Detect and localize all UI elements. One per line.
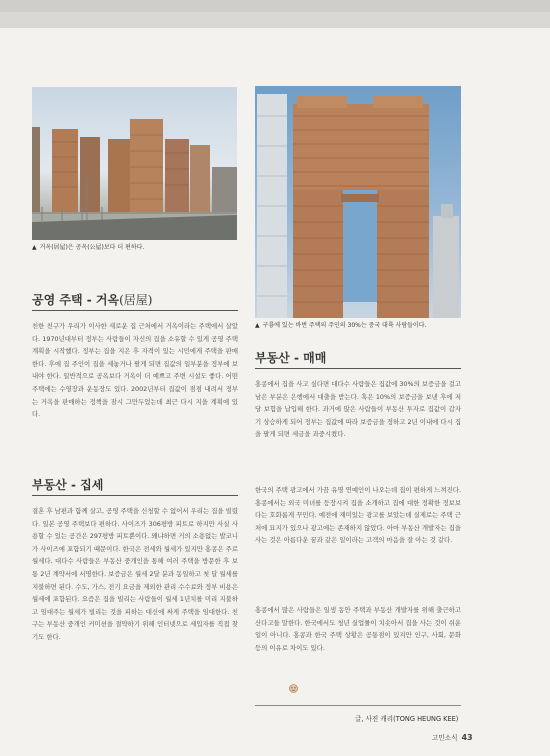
credit-divider (255, 705, 461, 706)
luxury-tower-photo (255, 86, 461, 318)
page-top-edge (0, 0, 550, 12)
housing-estate-photo (32, 87, 237, 240)
author-credit: 글, 사진 캐리(TONG HEUNG KEE) (355, 715, 459, 723)
section-heading-sale: 부동산 - 매매 (255, 351, 327, 365)
section-heading-public-housing: 공영 주택 - 거옥(居屋) (32, 293, 153, 307)
section-divider (32, 310, 238, 311)
smile-icon (289, 684, 298, 693)
housing-estate-illustration (32, 87, 237, 240)
section-divider (255, 368, 461, 369)
rent-paragraph: 결혼 후 남편과 함께 살고, 공영 주택을 신청할 수 없어서 우리는 집을 빌렸다. 일본 공영 주택보다 편하다. 사이즈가 306평방 피트로 하지만 사실 사용할 수 있는 공간은 297평방 피트뿐이다. 왜냐하면 거의 소용없는 발코니가 사이즈에 포함되기 때문이다. 한국은 전세와 월세가 있지만 홍콩은 주로 월세다. 대다수 사람들은 부동산 중개인을 통해 여러 주택을 방문한 후 보통 2년 계약서에 서명한다. 보증금은 월세 2달 분과 동일하고 첫 달 월세를 지불하면 된다. 수도, 가스, 전기 요금을 제외한 관리 수수료와 정부 비용은 월세에 포함된다. 요즘은 집을 빌리는 사람들이 월세 1년치를 미리 지불하고 임대주는 월세가 빌리는 것을 피하는 대신에 싸게 주택을 임대한다. 친구는 부동산 중개인 커미션을 절약하기 위해 인터넷으로 세입자를 직접 찾기도 한다. (32, 507, 238, 641)
right-photo-caption: ▲ 구룡에 있는 바번 주택의 주인의 30%는 중국 대륙 사람들이다. (255, 322, 427, 329)
page-top-band (0, 0, 550, 28)
left-photo-caption: ▲ 거옥(居屋)은 공옥(公屋)보다 더 편하다. (32, 244, 145, 251)
magazine-name: 고민소식 (432, 734, 458, 742)
luxury-tower-illustration (255, 86, 461, 318)
page-footer (432, 732, 473, 742)
page-number: 43 (461, 733, 473, 742)
sale-paragraph-1: 홍콩에서 집을 사고 싶다면 대다수 사람들은 집값에 30%의 보증금을 걸고 남은 부분은 은행에서 대출을 받는다. 혹은 10%의 보증금을 보낸 후에 저당 보험을 납입해 한다. 과거에 많은 사람들이 부동산 투자로 집값이 갑자기 상승하게 되어 정부는 집값에 따라 보증금을 정하고 2년 이내에 다시 집을 팔게 되면 세금을 과중시켰다. (255, 380, 461, 439)
sale-paragraph-3: 홍콩에서 많은 사람들은 일생 동안 주택과 부동산 개발자를 위해 출근하고 산다고들 말한다. 한국에서도 청년 실업률이 치솟아서 집을 사는 것이 쉬운 일이 아니다. 홍콩과 한국 주택 상황은 공통점이 있지만 인구, 사회, 문화 등의 이유로 차이도 있다. (255, 606, 461, 652)
section-heading-rent: 부동산 - 집세 (32, 478, 104, 492)
public-housing-paragraph: 친한 친구가 우리가 이사한 새로운 집 근처에서 거옥이라는 주택에서 살았다. 1970년대부터 정부는 사람들이 자신의 집을 소유할 수 있게 공영 주택 계획을 시작했다. 정부는 집을 지은 후 자격이 있는 시민에게 주택을 판매한다. 후에 집 주인이 집을 세놓거나 팔게 되면 집값의 일부분을 정부에 보내야 한다. 일반적으로 공옥보다 거옥이 더 예쁘고 주변 시설도 좋다. 어떤 주택에는 수영장과 운동장도 있다. 2002년부터 집값이 점점 내려서 정부는 거옥을 판매하는 정책을 잠시 그만두었는데 최근 다시 지을 계획에 있다. (32, 322, 238, 419)
sale-paragraph-2: 한국의 주택 광고에서 가끔 유명 연예인이 나오는데 집이 편하게 느껴진다. 홍콩에서는 외국 미녀를 등장시켜 집을 소개하고 집에 대한 정확한 정보보다는 호화롭게 꾸민다. 예전에 재미있는 광고를 보았는데 실제로는 주택 근처에 묘지가 있으나 광고에는 존재하지 않았다. 아마 부동산 개발자는 집을 사는 것은 아름다운 꿈과 같은 일이라는 고객의 마음을 잘 아는 것 같다. (255, 486, 461, 545)
section-divider (32, 495, 238, 496)
